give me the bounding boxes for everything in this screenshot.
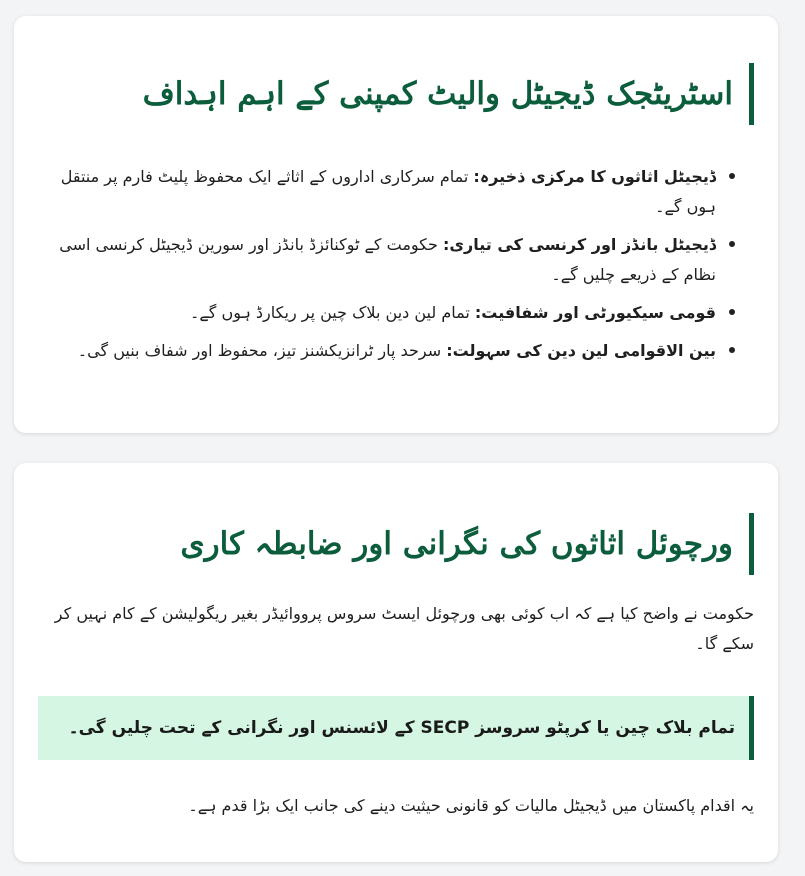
secp-callout: تمام بلاک چین یا کرپٹو سروسز SECP کے لائسنس اور نگرانی کے تحت چلیں گی۔ [38,696,754,760]
regulation-card [14,463,778,862]
list-item [48,160,716,222]
list-item-title: بین الاقوامی لین دین کی سہولت: [446,341,716,360]
list-item-title: ڈیجیٹل بانڈز اور کرنسی کی تیاری: [442,235,716,254]
list-item-text: حکومت کے ٹوکنائزڈ بانڈز اور سورین ڈیجیٹل کرنسی اسی نظام کے ذریعے چلیں گے۔ [59,235,716,284]
list-item-text: تمام لین دین بلاک چین پر ریکارڈ ہوں گے۔ [190,303,470,322]
regulation-heading: ورچوئل اثاثوں کی نگرانی اور ضابطہ کاری [38,513,754,575]
list-item-title: ڈیجیٹل اثاثوں کا مرکزی ذخیرہ: [473,167,716,186]
list-item [48,228,716,290]
goals-list [48,160,738,372]
list-item-title: قومی سیکیورٹی اور شفافیت: [474,303,716,322]
goals-heading: اسٹریٹجک ڈیجیٹل والیٹ کمپنی کے اہم اہداف [38,63,754,125]
list-item-text: سرحد پار ٹرانزیکشنز تیز، محفوظ اور شفاف بنیں گی۔ [77,341,442,360]
goals-card [14,16,778,433]
regulation-paragraph: حکومت نے واضح کیا ہے کہ اب کوئی بھی ورچوئل ایسٹ سروس پرووائیڈر بغیر ریگولیشن کے کام نہیں کر سکے گا۔ [54,604,754,653]
list-item-text: تمام سرکاری اداروں کے اثاثے ایک محفوظ پلیٹ فارم پر منتقل ہوں گے۔ [60,167,716,216]
list-item [48,296,716,328]
list-item [48,334,716,366]
closing-paragraph: یہ اقدام پاکستان میں ڈیجیٹل مالیات کو قانونی حیثیت دینے کی جانب ایک بڑا قدم ہے۔ [188,796,754,815]
